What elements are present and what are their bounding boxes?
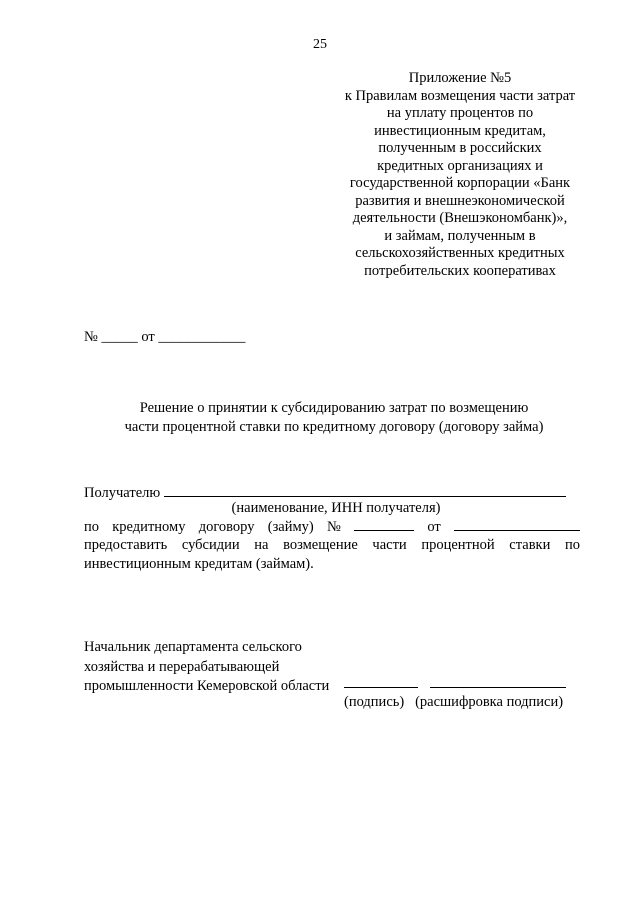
recipient-blank (164, 483, 566, 497)
appendix-line: деятельности (Внешэкономбанк)», (352, 210, 568, 226)
signature-name-blank (430, 675, 566, 688)
credit-text-line: инвестиционным кредитам (займам). (84, 556, 314, 572)
recipient-label: Получателю (84, 485, 161, 501)
decision-title (84, 399, 584, 437)
appendix-line: к Правилам возмещения части затрат (344, 87, 576, 104)
credit-word: от (427, 519, 441, 535)
credit-word: № (327, 519, 341, 535)
document-number-line: № _____ от ____________ (84, 329, 246, 345)
appendix-line: и займам, полученным в (384, 227, 536, 244)
appendix-line: полученным в российских (378, 140, 542, 156)
appendix-header (334, 70, 586, 280)
signer-block (84, 638, 329, 697)
appendix-line: сельскохозяйственных кредитных (355, 245, 565, 261)
appendix-title: Приложение №5 (408, 70, 512, 86)
credit-word: (займу) (267, 519, 314, 535)
appendix-line: на уплату процентов по (386, 105, 534, 121)
recipient-caption: (наименование, ИНН получателя) (231, 500, 441, 516)
signature-blank (344, 675, 418, 688)
appendix-line: государственной корпорации «Банк (349, 175, 571, 191)
appendix-line: развития и внешнеэкономической (355, 192, 565, 209)
agreement-date-blank (454, 518, 580, 531)
credit-word: кредитному (112, 519, 186, 535)
appendix-line: инвестиционным кредитам, (374, 122, 546, 139)
credit-word: по (84, 519, 100, 535)
credit-text-line: предоставить субсидии на возмещение части процентной ставки по (84, 537, 580, 553)
decision-title-line: части процентной ставки по кредитному договору (договору займа) (124, 419, 544, 435)
decision-title-line: Решение о принятии к субсидированию затрат по возмещению (139, 400, 529, 416)
page-number: 25 (313, 37, 327, 52)
signer-line: промышленности Кемеровской области (84, 678, 330, 694)
agreement-number-blank (354, 518, 414, 531)
appendix-line: кредитных организациях и (377, 157, 543, 174)
signature-caption: (подпись) (расшифровка подписи) (344, 694, 564, 710)
credit-word: договору (198, 519, 255, 535)
credit-agreement-row (84, 518, 580, 536)
signer-line: хозяйства и перерабатывающей (84, 658, 280, 675)
appendix-line: потребительских кооперативах (364, 262, 556, 279)
signer-line: Начальник департамента сельского (84, 639, 302, 655)
